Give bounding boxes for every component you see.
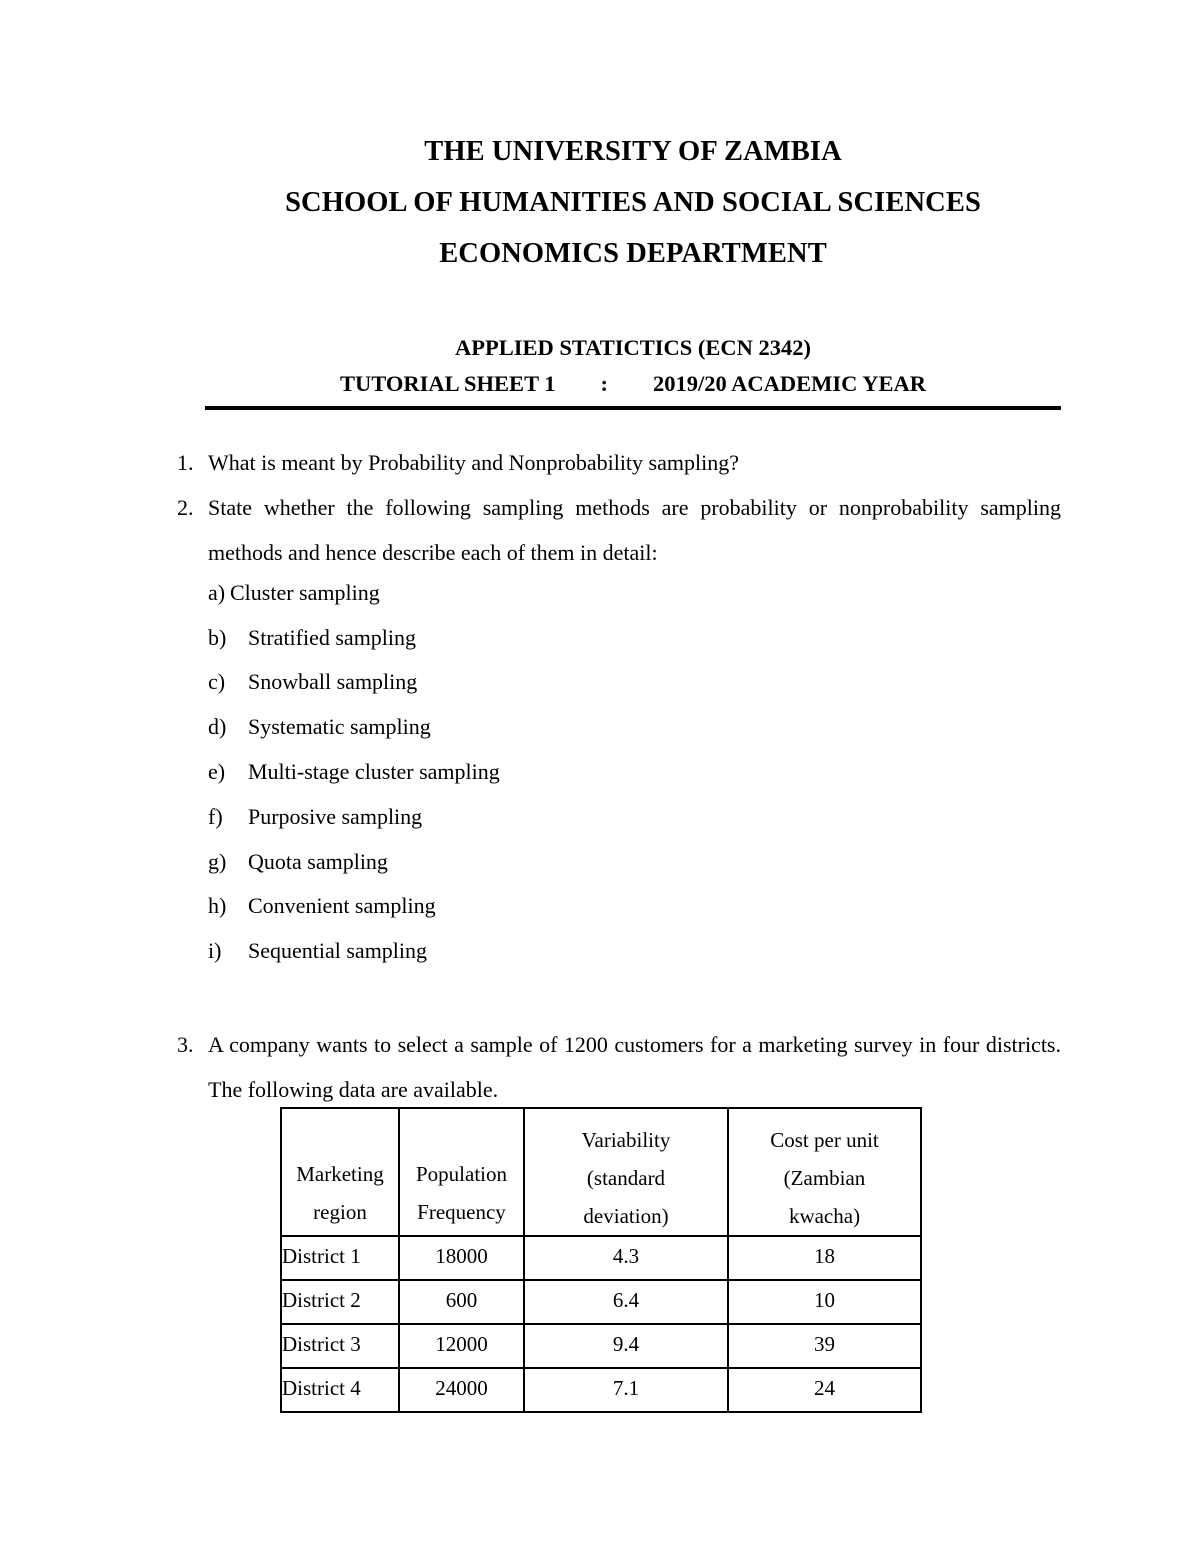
sub-item-label-c: c) (208, 669, 226, 694)
title-divider-rule (205, 406, 1061, 410)
question-number-3: 3. (177, 1032, 194, 1057)
institution-line-university: THE UNIVERSITY OF ZAMBIA (424, 136, 842, 167)
header-line: (standard (586, 1166, 666, 1190)
course-heading (205, 330, 1061, 402)
table-row (281, 1280, 921, 1324)
cell-region: District 4 (281, 1368, 399, 1412)
header-line: Marketing (296, 1162, 384, 1186)
question-text-3: A company wants to select a sample of 1200 customers for a marketing survey in four districts. The following data are available. (208, 1032, 1061, 1102)
sub-item-text-i: Sequential sampling (248, 938, 428, 963)
cell-variability: 6.4 (524, 1280, 728, 1324)
sampling-data-table (280, 1107, 922, 1413)
header-line: kwacha) (788, 1204, 861, 1228)
institution-line-department: ECONOMICS DEPARTMENT (439, 238, 827, 269)
sub-item-label-g: g) (208, 849, 227, 874)
question-number-2: 2. (177, 495, 194, 520)
sub-item-label-h: h) (208, 893, 227, 918)
cell-region: District 1 (281, 1236, 399, 1280)
sub-item-b (208, 615, 416, 660)
table-row (281, 1324, 921, 1368)
sub-item-i (208, 928, 427, 973)
cell-population: 18000 (399, 1236, 524, 1280)
table-header-row (281, 1108, 921, 1236)
sub-item-label-i: i) (208, 938, 222, 963)
table-header-marketing-region (281, 1108, 399, 1236)
course-title: APPLIED STATICTICS (ECN 2342) (454, 335, 812, 360)
question-text-2: State whether the following sampling methods are probability or nonprobability sampling methods and hence describe each of them in detail: (208, 495, 1061, 565)
header-line: Cost per unit (770, 1128, 879, 1152)
table-row (281, 1368, 921, 1412)
sub-item-text-e: Multi-stage cluster sampling (248, 759, 500, 784)
sub-item-text-g: Quota sampling (248, 849, 388, 874)
sub-item-label-b: b) (208, 625, 227, 650)
header-line: deviation) (583, 1204, 669, 1228)
sub-item-a (208, 570, 380, 615)
cell-cost: 39 (728, 1324, 921, 1368)
sub-item-c (208, 659, 417, 704)
question-text-1: What is meant by Probability and Nonprobability sampling? (208, 450, 739, 475)
sub-item-label-d: d) (208, 714, 227, 739)
institution-heading (205, 126, 1061, 279)
cell-variability: 4.3 (524, 1236, 728, 1280)
header-line: Variability (581, 1128, 671, 1152)
sub-item-text-b: Stratified sampling (248, 625, 417, 650)
cell-region: District 2 (281, 1280, 399, 1324)
sub-item-text-a: Cluster sampling (230, 580, 380, 605)
table-row (281, 1236, 921, 1280)
sub-item-text-c: Snowball sampling (248, 669, 418, 694)
sub-item-label-e: e) (208, 759, 226, 784)
sheet-title: TUTORIAL SHEET 1 : 2019/20 ACADEMIC YEAR (340, 371, 926, 396)
cell-population: 600 (399, 1280, 524, 1324)
cell-region: District 3 (281, 1324, 399, 1368)
cell-variability: 7.1 (524, 1368, 728, 1412)
header-line: region (313, 1200, 367, 1224)
cell-cost: 10 (728, 1280, 921, 1324)
sub-item-e (208, 749, 500, 794)
cell-cost: 24 (728, 1368, 921, 1412)
sub-item-label-f: f) (208, 804, 223, 829)
sub-item-label-a: a) (208, 580, 226, 605)
header-line: Frequency (417, 1200, 506, 1224)
question-number-1: 1. (177, 450, 194, 475)
institution-line-school: SCHOOL OF HUMANITIES AND SOCIAL SCIENCES (285, 187, 981, 218)
sub-item-text-d: Systematic sampling (248, 714, 431, 739)
cell-population: 24000 (399, 1368, 524, 1412)
table-header-cost-per-unit (728, 1108, 921, 1236)
header-line: (Zambian (783, 1166, 866, 1190)
sub-item-d (208, 704, 431, 749)
sub-item-h (208, 883, 436, 928)
cell-population: 12000 (399, 1324, 524, 1368)
table-header-variability (524, 1108, 728, 1236)
question-item-2 (177, 485, 1061, 575)
sub-item-g (208, 839, 388, 884)
sub-item-text-f: Purposive sampling (248, 804, 423, 829)
cell-variability: 9.4 (524, 1324, 728, 1368)
question-item-3 (177, 1022, 1061, 1112)
sub-item-text-h: Convenient sampling (248, 893, 436, 918)
table-header-population-frequency (399, 1108, 524, 1236)
header-line: Population (415, 1162, 507, 1186)
question-item-1 (177, 440, 1061, 485)
sub-item-f (208, 794, 422, 839)
cell-cost: 18 (728, 1236, 921, 1280)
